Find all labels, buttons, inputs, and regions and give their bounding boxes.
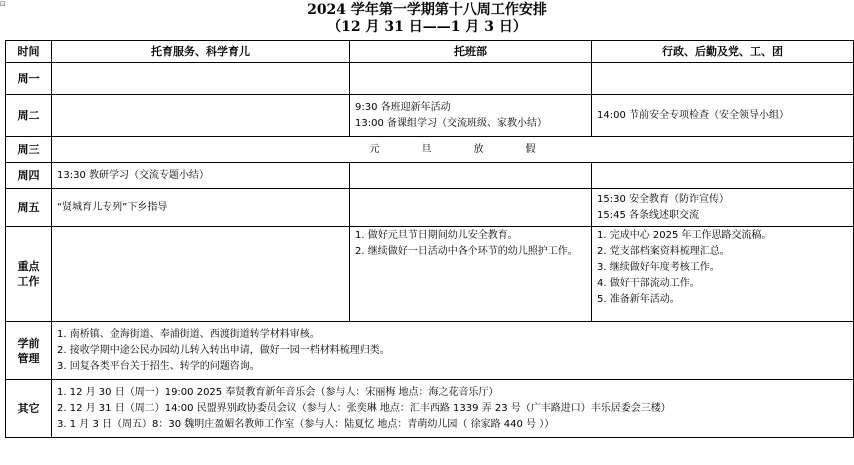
day-label: 周一 xyxy=(6,63,52,95)
cell-childcare xyxy=(52,189,350,227)
row-wednesday xyxy=(6,137,854,163)
day-label: 周二 xyxy=(6,95,52,137)
cell-admin xyxy=(592,63,854,95)
cell-admin xyxy=(592,227,854,322)
cell-childcare xyxy=(52,63,350,95)
other-content xyxy=(52,380,854,438)
header-nursery: 托班部 xyxy=(350,41,592,63)
row-preschool xyxy=(6,322,854,380)
preschool-label-b: 管理 xyxy=(17,351,40,365)
row-focus-work xyxy=(6,227,854,322)
entry-line: 5. 准备新年活动。 xyxy=(597,294,680,305)
preschool-label-a: 学前 xyxy=(17,336,40,350)
cell-nursery xyxy=(350,189,592,227)
entry-line: 3. 继续做好年度考核工作。 xyxy=(597,262,720,273)
schedule-table xyxy=(5,40,854,438)
entry-line: 3. 回复各类平台关于招生、转学的问题咨询。 xyxy=(57,360,260,372)
day-label: 周三 xyxy=(6,137,52,163)
entry-line: 1. 南桥镇、金海街道、奉浦街道、西渡街道转学材料审核。 xyxy=(57,328,320,340)
entry-line: 2. 12 月 31 日（周二）14:00 民盟界别政协委员会议（参与人：张奕琳 地点：汇丰西路 1339 弄 23 号（广丰路进口）丰乐居委会三楼） xyxy=(57,402,671,414)
entry-line: 15:30 安全教育（防诈宣传） xyxy=(597,193,729,205)
cell-nursery xyxy=(350,63,592,95)
entry-line: “贤城育儿专列”下乡指导 xyxy=(57,201,168,213)
row-friday xyxy=(6,189,854,227)
page-subtitle: （12 月 31 日——1 月 3 日） xyxy=(327,19,527,35)
cell-admin xyxy=(592,95,854,137)
header-time: 时间 xyxy=(6,41,52,63)
entry-line: 13:30 教研学习（交流专题小结） xyxy=(57,169,209,181)
page-title: 2024 学年第一学期第十八周工作安排 xyxy=(307,2,547,18)
entry-line: 14:00 节前安全专项检查（安全领导小组） xyxy=(597,109,789,121)
entry-line: 13:00 备课组学习（交流班级、家教小结） xyxy=(355,117,547,129)
row-thursday xyxy=(6,163,854,189)
holiday-cell xyxy=(52,137,854,163)
cell-childcare xyxy=(52,95,350,137)
cell-childcare xyxy=(52,163,350,189)
row-monday xyxy=(6,63,854,95)
entry-line: 9:30 各班迎新年活动 xyxy=(355,101,451,113)
entry-line: 2. 接收学期中途公民办园幼儿转入转出申请，做好一园一档材料梳理归类。 xyxy=(57,344,390,356)
cell-nursery xyxy=(350,95,592,137)
entry-line: 1. 12 月 30 日（周一）19:00 2025 奉贤教育新年音乐会（参与人：宋丽梅 地点：海之花音乐厅） xyxy=(57,386,499,398)
other-label: 其它 xyxy=(6,380,52,438)
preschool-content xyxy=(52,322,854,380)
cell-admin xyxy=(592,189,854,227)
day-label: 周四 xyxy=(6,163,52,189)
focus-label-a: 重点 xyxy=(17,260,40,273)
holiday-text: 元旦放假 xyxy=(369,143,578,155)
row-other xyxy=(6,380,854,438)
entry-line: 1. 做好元旦节日期间幼儿安全教育。 xyxy=(355,230,518,241)
preschool-label xyxy=(6,322,52,380)
row-tuesday xyxy=(6,95,854,137)
header-admin: 行政、后勤及党、工、团 xyxy=(592,41,854,63)
entry-line: 4. 做好干部流动工作。 xyxy=(597,278,700,289)
anchor-icon: ⊡ xyxy=(0,0,6,8)
cell-nursery xyxy=(350,163,592,189)
entry-line: 1. 完成中心 2025 年工作思路交流稿。 xyxy=(597,230,772,241)
focus-label-b: 工作 xyxy=(17,275,40,288)
entry-line: 15:45 各条线述职交流 xyxy=(597,209,699,221)
entry-line: 2. 党支部档案资料梳理汇总。 xyxy=(597,246,730,257)
entry-line: 2. 继续做好一日活动中各个环节的幼儿照护工作。 xyxy=(355,246,578,257)
day-label: 周五 xyxy=(6,189,52,227)
header-row xyxy=(6,41,854,63)
cell-admin xyxy=(592,163,854,189)
header-childcare: 托育服务、科学育儿 xyxy=(52,41,350,63)
entry-line: 3. 1 月 3 日（周五）8：30 魏明庄盈媚名教师工作室（参与人：陆夏忆 地点：青萌幼儿园（ 徐家路 440 号 ）） xyxy=(57,418,555,430)
cell-nursery xyxy=(350,227,592,322)
cell-childcare xyxy=(52,227,350,322)
focus-label xyxy=(6,227,52,322)
